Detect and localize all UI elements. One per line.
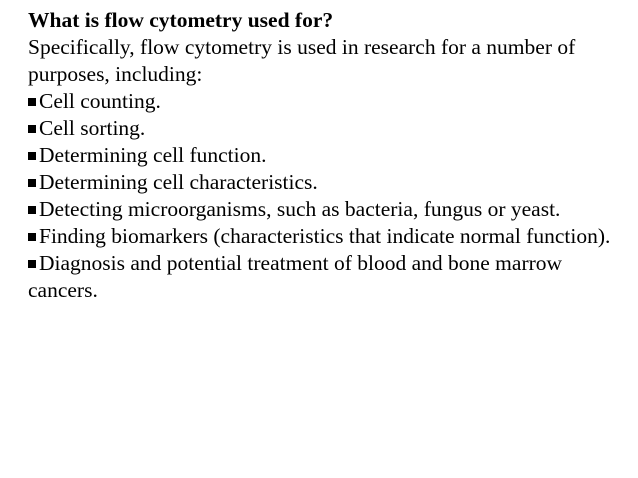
square-bullet-icon	[28, 206, 36, 214]
square-bullet-icon	[28, 98, 36, 106]
intro-paragraph: Specifically, flow cytometry is used in research for a number of purposes, including:	[28, 35, 576, 86]
bullet-list	[28, 88, 628, 304]
square-bullet-icon	[28, 233, 36, 241]
list-item-text: Cell counting.	[39, 89, 161, 113]
square-bullet-icon	[28, 179, 36, 187]
list-item-text: Diagnosis and potential treatment of blood and bone marrow cancers.	[28, 251, 563, 302]
list-item-text: Cell sorting.	[39, 116, 146, 140]
list-item	[28, 223, 628, 250]
slide-content	[28, 7, 628, 304]
square-bullet-icon	[28, 260, 36, 268]
list-item	[28, 88, 628, 115]
slide-heading: What is flow cytometry used for?	[28, 8, 334, 32]
list-item-text: Determining cell characteristics.	[39, 170, 318, 194]
list-item	[28, 115, 628, 142]
list-item	[28, 250, 628, 304]
square-bullet-icon	[28, 152, 36, 160]
list-item-text: Finding biomarkers (characteristics that indicate normal function).	[39, 224, 611, 248]
list-item	[28, 196, 628, 223]
list-item	[28, 169, 628, 196]
list-item-text: Detecting microorganisms, such as bacteria, fungus or yeast.	[39, 197, 561, 221]
list-item-text: Determining cell function.	[39, 143, 267, 167]
square-bullet-icon	[28, 125, 36, 133]
list-item	[28, 142, 628, 169]
